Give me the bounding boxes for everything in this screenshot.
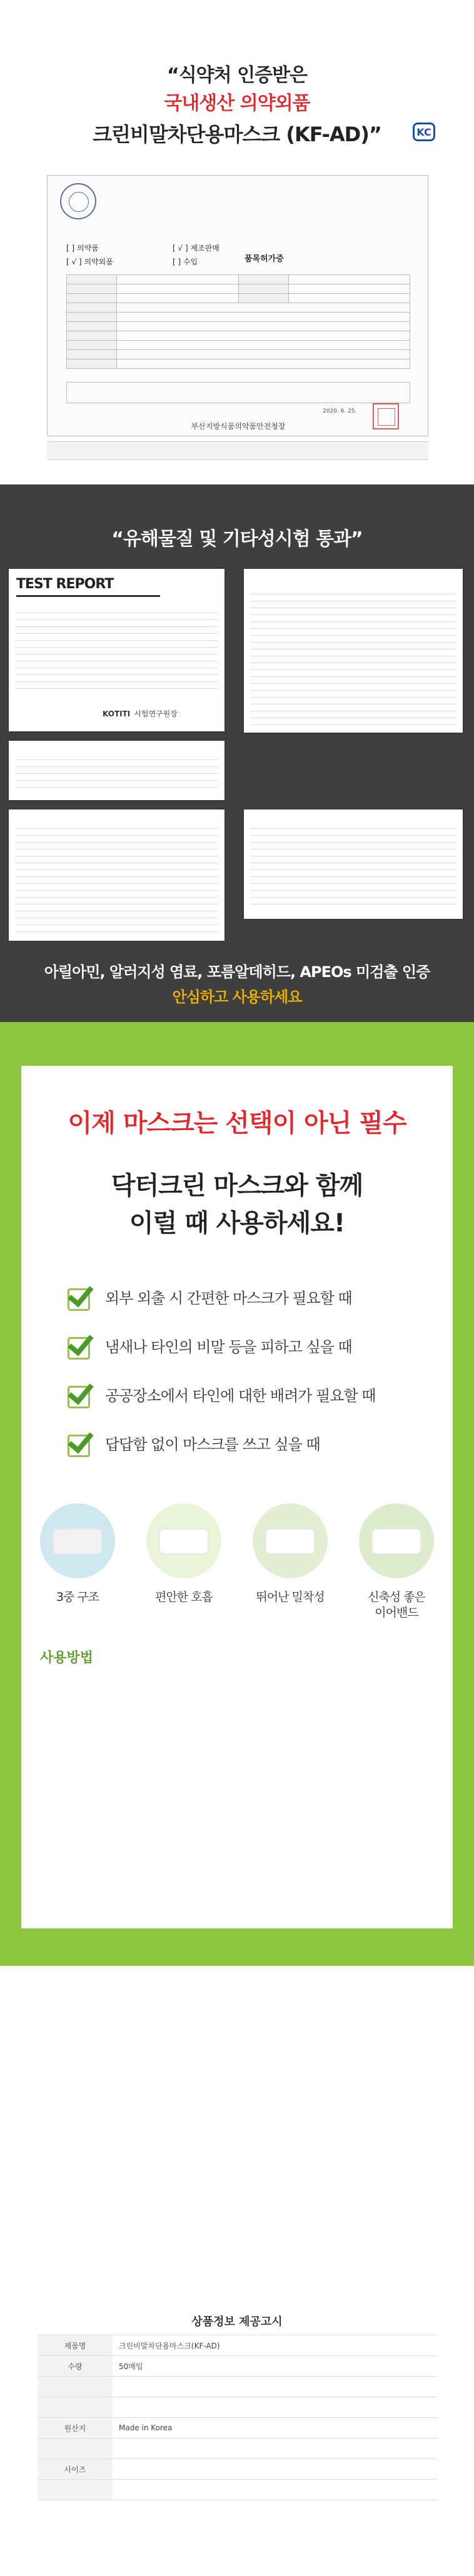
usage-message-section	[0, 1022, 474, 1966]
type-import: [ ] 수입	[173, 258, 198, 266]
checkmark-icon	[65, 1380, 96, 1408]
test-caption-line-1: 아릴아민, 알러지성 염료, 포름알데히드, APEOs 미검출 인증	[44, 963, 430, 981]
list-item: 외부 외출 시 간편한 마스크가 필요할 때	[65, 1272, 415, 1321]
mask-essential-heading: 이제 마스크는 선택이 아닌 필수	[68, 1109, 406, 1138]
government-seal-icon	[60, 183, 96, 219]
product-info-title: 상품정보 제공고시	[191, 2315, 283, 2328]
license-certificate-image	[47, 175, 428, 436]
message-subheading-1: 닥터크린 마스크와 함께	[111, 1171, 363, 1200]
test-report-title: TEST REPORT	[16, 576, 114, 592]
license-type-list	[66, 241, 254, 269]
checkmark-icon	[65, 1282, 96, 1311]
table-row	[38, 2438, 438, 2459]
test-report-heading: “유해물질 및 기타성시험 통과”	[111, 528, 363, 550]
usage-title: 사용방법	[40, 1650, 94, 1666]
checkmark-icon	[65, 1428, 96, 1457]
usage-check-list	[65, 1272, 415, 1467]
list-item: 공공장소에서 타인에 대한 배려가 필요할 때	[65, 1370, 415, 1418]
table-row	[38, 2480, 438, 2500]
type-medicine: [ ] 의약품	[66, 244, 99, 253]
feature-breathing: 편안한 호흡	[140, 1503, 228, 1605]
feature-fit: 뛰어난 밀착성	[246, 1503, 334, 1605]
certificate-notice	[66, 382, 410, 403]
mask-layers-icon	[40, 1503, 115, 1578]
certificate-section	[0, 0, 474, 475]
type-quasi-drug: [ √ ] 의약외품	[66, 258, 113, 266]
test-report-page-1	[9, 569, 224, 731]
checkmark-icon	[65, 1331, 96, 1360]
message-subheading-2: 이럴 때 사용하세요!	[129, 1209, 345, 1238]
list-item: 답답함 없이 마스크를 쓰고 싶을 때	[65, 1418, 415, 1467]
feature-icons-row	[21, 1503, 453, 1622]
list-item: 냄새나 타인의 비말 등을 피하고 싶을 때	[65, 1321, 415, 1370]
table-row	[38, 2377, 438, 2397]
quote-line-3: 크린비말차단용마스크 (KF-AD)”	[93, 123, 381, 146]
feature-ear-band: 신축성 좋은 이어밴드	[353, 1503, 440, 1621]
test-report-page-3	[9, 741, 224, 800]
ear-band-icon	[359, 1503, 434, 1578]
kc-certification-icon: KC	[413, 123, 435, 141]
quote-line-2: 국내생산 의약외품	[164, 93, 310, 114]
table-row: 제품명 크린비말차단용마스크(KF-AD)	[38, 2335, 438, 2356]
test-report-section	[0, 484, 474, 1022]
test-lab-signature: KOTITI 시험연구원장	[103, 709, 178, 718]
official-stamp-icon	[373, 403, 399, 429]
feature-3-layer: 3중 구조	[34, 1503, 121, 1605]
certificate-title: 품목허가증	[245, 254, 284, 264]
breathing-mask-icon	[146, 1503, 221, 1578]
type-manufacture-sale: [ √ ] 제조판매	[173, 244, 219, 253]
fit-mask-icon	[253, 1503, 328, 1578]
table-row: 수량 50매입	[38, 2356, 438, 2377]
table-row: 사이즈	[38, 2459, 438, 2480]
product-info-section	[0, 2307, 474, 2576]
message-card	[21, 1066, 453, 1928]
quote-line-1: “식약처 인증받은	[166, 64, 308, 86]
table-row: 원산지 Made in Korea	[38, 2418, 438, 2438]
test-report-page-5	[244, 809, 463, 919]
test-caption-line-2: 안심하고 사용하세요	[172, 988, 302, 1006]
test-report-page-2	[244, 569, 463, 733]
issue-date: 2020. 6. 25.	[323, 408, 357, 414]
product-info-table	[38, 2335, 438, 2500]
certificate-table	[66, 274, 410, 369]
test-report-page-4	[9, 809, 224, 941]
usage-instructions	[40, 1647, 434, 1675]
issuer-name: 부산지방식품의약품안전청장	[191, 422, 286, 431]
table-row	[38, 2397, 438, 2418]
certificate-footer	[47, 441, 428, 460]
